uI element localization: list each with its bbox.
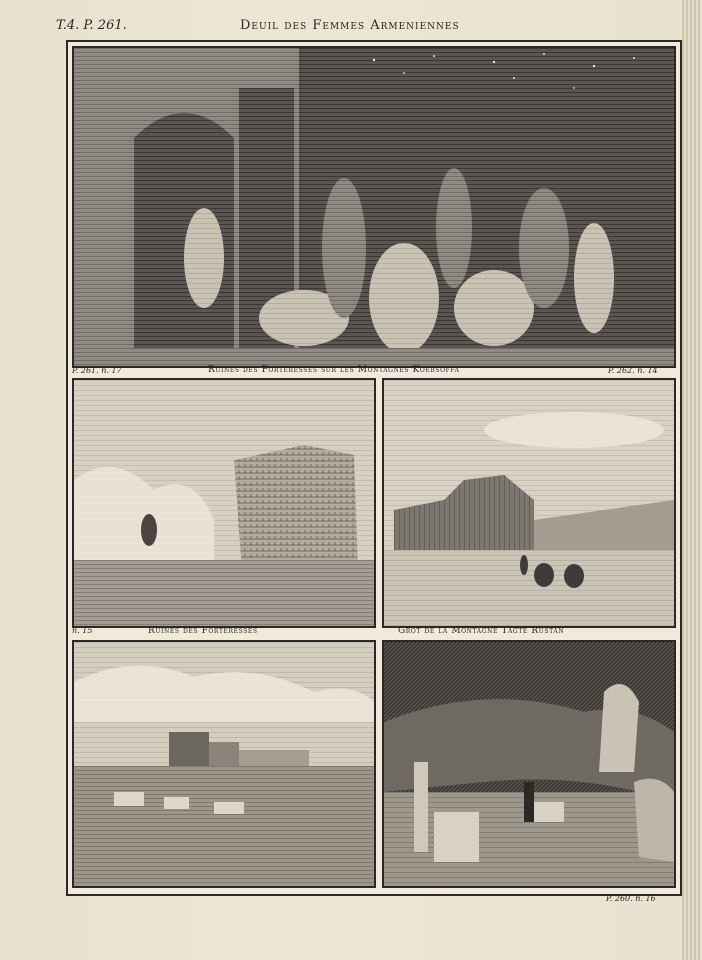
footer-reference: P. 260. n. 16	[606, 894, 656, 903]
fortress-ruin-engraving	[74, 380, 374, 626]
cave-interior-engraving	[384, 642, 674, 886]
caption-fortress-ruins-koebsoffa: Ruines des Forteresses sur les Montagnes Koebsoffa	[208, 365, 460, 375]
caption-tagte-rustan-cave: Grot de la Montagne Tagte Rustan	[398, 626, 565, 636]
plate-title: Deuil des Femmes Armeniennes	[240, 18, 460, 33]
plate-reference: T.4. P. 261.	[56, 18, 127, 33]
top-panel-ref-left: P. 261. n. 17	[72, 366, 122, 375]
page-edge	[682, 0, 702, 960]
fortress-ruin-panel-left	[72, 378, 376, 628]
landscape-ruins-engraving	[74, 642, 374, 886]
mourning-scene-panel	[72, 46, 676, 368]
engraving-plate	[66, 40, 682, 896]
ruined-building-engraving	[384, 380, 674, 626]
mourning-scene-engraving	[74, 48, 674, 366]
page-header	[56, 16, 670, 38]
ruined-building-panel-right	[382, 378, 676, 628]
landscape-ruins-panel-left	[72, 640, 376, 888]
caption-fortress-ruins: Ruines des Forteresses	[148, 626, 258, 636]
middle-panel-ref-left: n. 15	[72, 626, 93, 635]
top-panel-ref-right: P. 262. n. 14	[608, 366, 658, 375]
cave-interior-panel-right	[382, 640, 676, 888]
